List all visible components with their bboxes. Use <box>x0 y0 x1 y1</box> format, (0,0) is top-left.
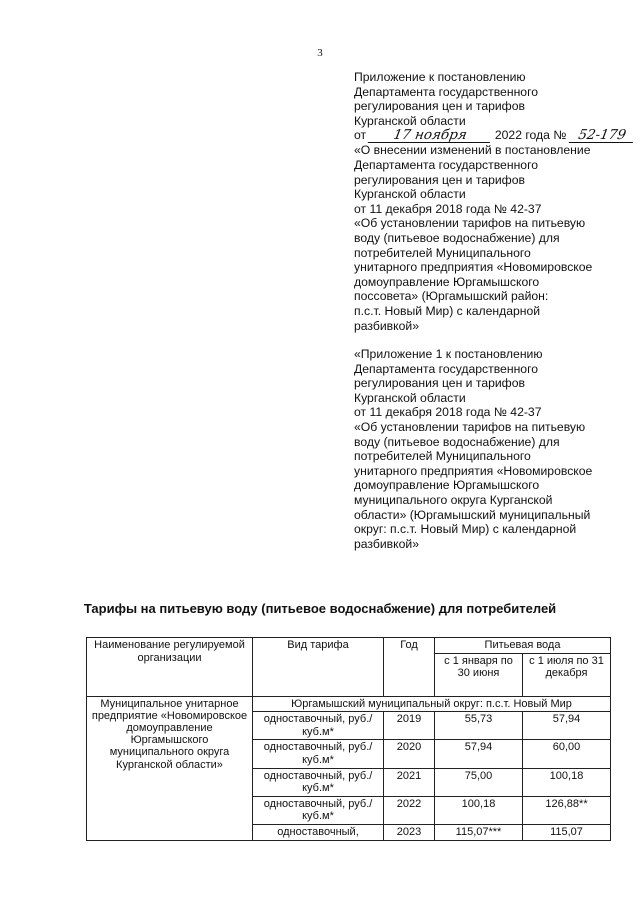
header-period-2: с 1 июля по 31 декабря <box>523 653 611 696</box>
subject-line: унитарного предприятия «Новомировское <box>354 260 593 275</box>
appendix-1-line: Курганской области <box>354 390 466 405</box>
appendix-1-line: муниципального округа Курганской <box>354 492 553 507</box>
page-number: 3 <box>317 47 323 59</box>
tariff-type-cell: одноставочный, руб./куб.м* <box>253 796 384 824</box>
region-cell: Юргамышский муниципальный округ: п.с.т. Новый Мир <box>253 696 611 712</box>
appendix-1-line: Департамента государственного <box>354 361 539 376</box>
date-prefix: от <box>354 128 367 143</box>
header-period-1: с 1 января по 30 июня <box>435 653 523 696</box>
year-cell: 2023 <box>384 824 435 840</box>
table-title: Тарифы на питьевую воду (питьевое водоснабжение) для потребителей <box>83 601 557 616</box>
subject-line: разбивкой» <box>354 318 419 333</box>
tariff-type-cell: одноставочный, руб./куб.м* <box>253 740 384 768</box>
subject-line: поссовета» (Юргамышский район: <box>354 289 549 304</box>
subject-line: п.с.т. Новый Мир) с календарной <box>354 303 541 318</box>
appendix-1-line: регулирования цен и тарифов <box>354 376 525 391</box>
appendix-1-line: «Приложение 1 к постановлению <box>354 347 543 361</box>
appendix-header <box>354 70 628 333</box>
table-header-row <box>87 638 611 654</box>
appendix-line: Курганской области <box>354 113 466 128</box>
handwritten-number: 52-179 <box>569 129 635 143</box>
appendix-1-line: разбивкой» <box>354 536 419 551</box>
year-cell: 2020 <box>384 740 435 768</box>
tariff-table <box>86 637 611 841</box>
appendix-1-line: «Об установлении тарифов на питьевую <box>354 419 586 434</box>
appendix-line: Департамента государственного <box>354 84 539 99</box>
appendix-1-line: потребителей Муниципального <box>354 449 531 464</box>
tariff-h1-cell: 115,07*** <box>435 824 523 840</box>
appendix-1-line: воду (питьевое водоснабжение) для <box>354 434 560 449</box>
tariff-h2-cell: 100,18 <box>523 768 611 796</box>
header-org: Наименование регулируемой организации <box>87 638 253 697</box>
subject-line: Департамента государственного <box>354 157 539 172</box>
tariff-h2-cell: 126,88** <box>523 796 611 824</box>
tariff-h1-cell: 55,73 <box>435 712 523 740</box>
subject-line: воду (питьевое водоснабжение) для <box>354 230 560 245</box>
tariff-h2-cell: 57,94 <box>523 712 611 740</box>
tariff-h2-cell: 60,00 <box>523 740 611 768</box>
subject-line: домоуправление Юргамышского <box>354 274 540 289</box>
tariff-h1-cell: 100,18 <box>435 796 523 824</box>
subject-line: Курганской области <box>354 187 466 202</box>
resolution-date-line <box>354 127 628 144</box>
appendix-1-line: области» (Юргамышский муниципальный <box>354 507 591 522</box>
region-row <box>87 696 611 712</box>
appendix-1-line: домоуправление Юргамышского <box>354 478 540 493</box>
appendix-1-line: унитарного предприятия «Новомировское <box>354 463 593 478</box>
subject-line: потребителей Муниципального <box>354 245 531 260</box>
year-cell: 2021 <box>384 768 435 796</box>
header-water: Питьевая вода <box>435 638 611 654</box>
appendix-1-line: от 11 декабря 2018 года № 42-37 <box>354 405 542 420</box>
tariff-type-cell: одноставочный, руб./куб.м* <box>253 768 384 796</box>
year-cell: 2022 <box>384 796 435 824</box>
subject-line: от 11 декабря 2018 года № 42-37 <box>354 201 542 216</box>
tariff-type-cell: одноставочный, руб./куб.м* <box>253 712 384 740</box>
year-cell: 2019 <box>384 712 435 740</box>
tariff-h1-cell: 57,94 <box>435 740 523 768</box>
subject-line: «О внесении изменений в постановление <box>354 143 591 158</box>
subject-line: «Об установлении тарифов на питьевую <box>354 216 586 231</box>
date-year-text: 2022 года № <box>494 128 567 143</box>
appendix-line: Приложение к постановлению <box>354 70 526 84</box>
org-name-cell: Муниципальное унитарное предприятие «Новомировское домоуправление Юргамышского муниципального округа Курганской области» <box>87 696 253 840</box>
handwritten-date: 17 ноября <box>368 129 492 143</box>
appendix-1-line: округ: п.с.т. Новый Мир) с календарной <box>354 522 577 537</box>
tariff-h2-cell: 115,07 <box>523 824 611 840</box>
appendix-1-header <box>354 347 624 551</box>
tariff-type-cell: одноставочный, <box>253 824 384 840</box>
tariff-h1-cell: 75,00 <box>435 768 523 796</box>
header-tariff-type: Вид тарифа <box>253 638 384 697</box>
header-year: Год <box>384 638 435 697</box>
subject-line: регулирования цен и тарифов <box>354 172 525 187</box>
appendix-line: регулирования цен и тарифов <box>354 99 525 114</box>
